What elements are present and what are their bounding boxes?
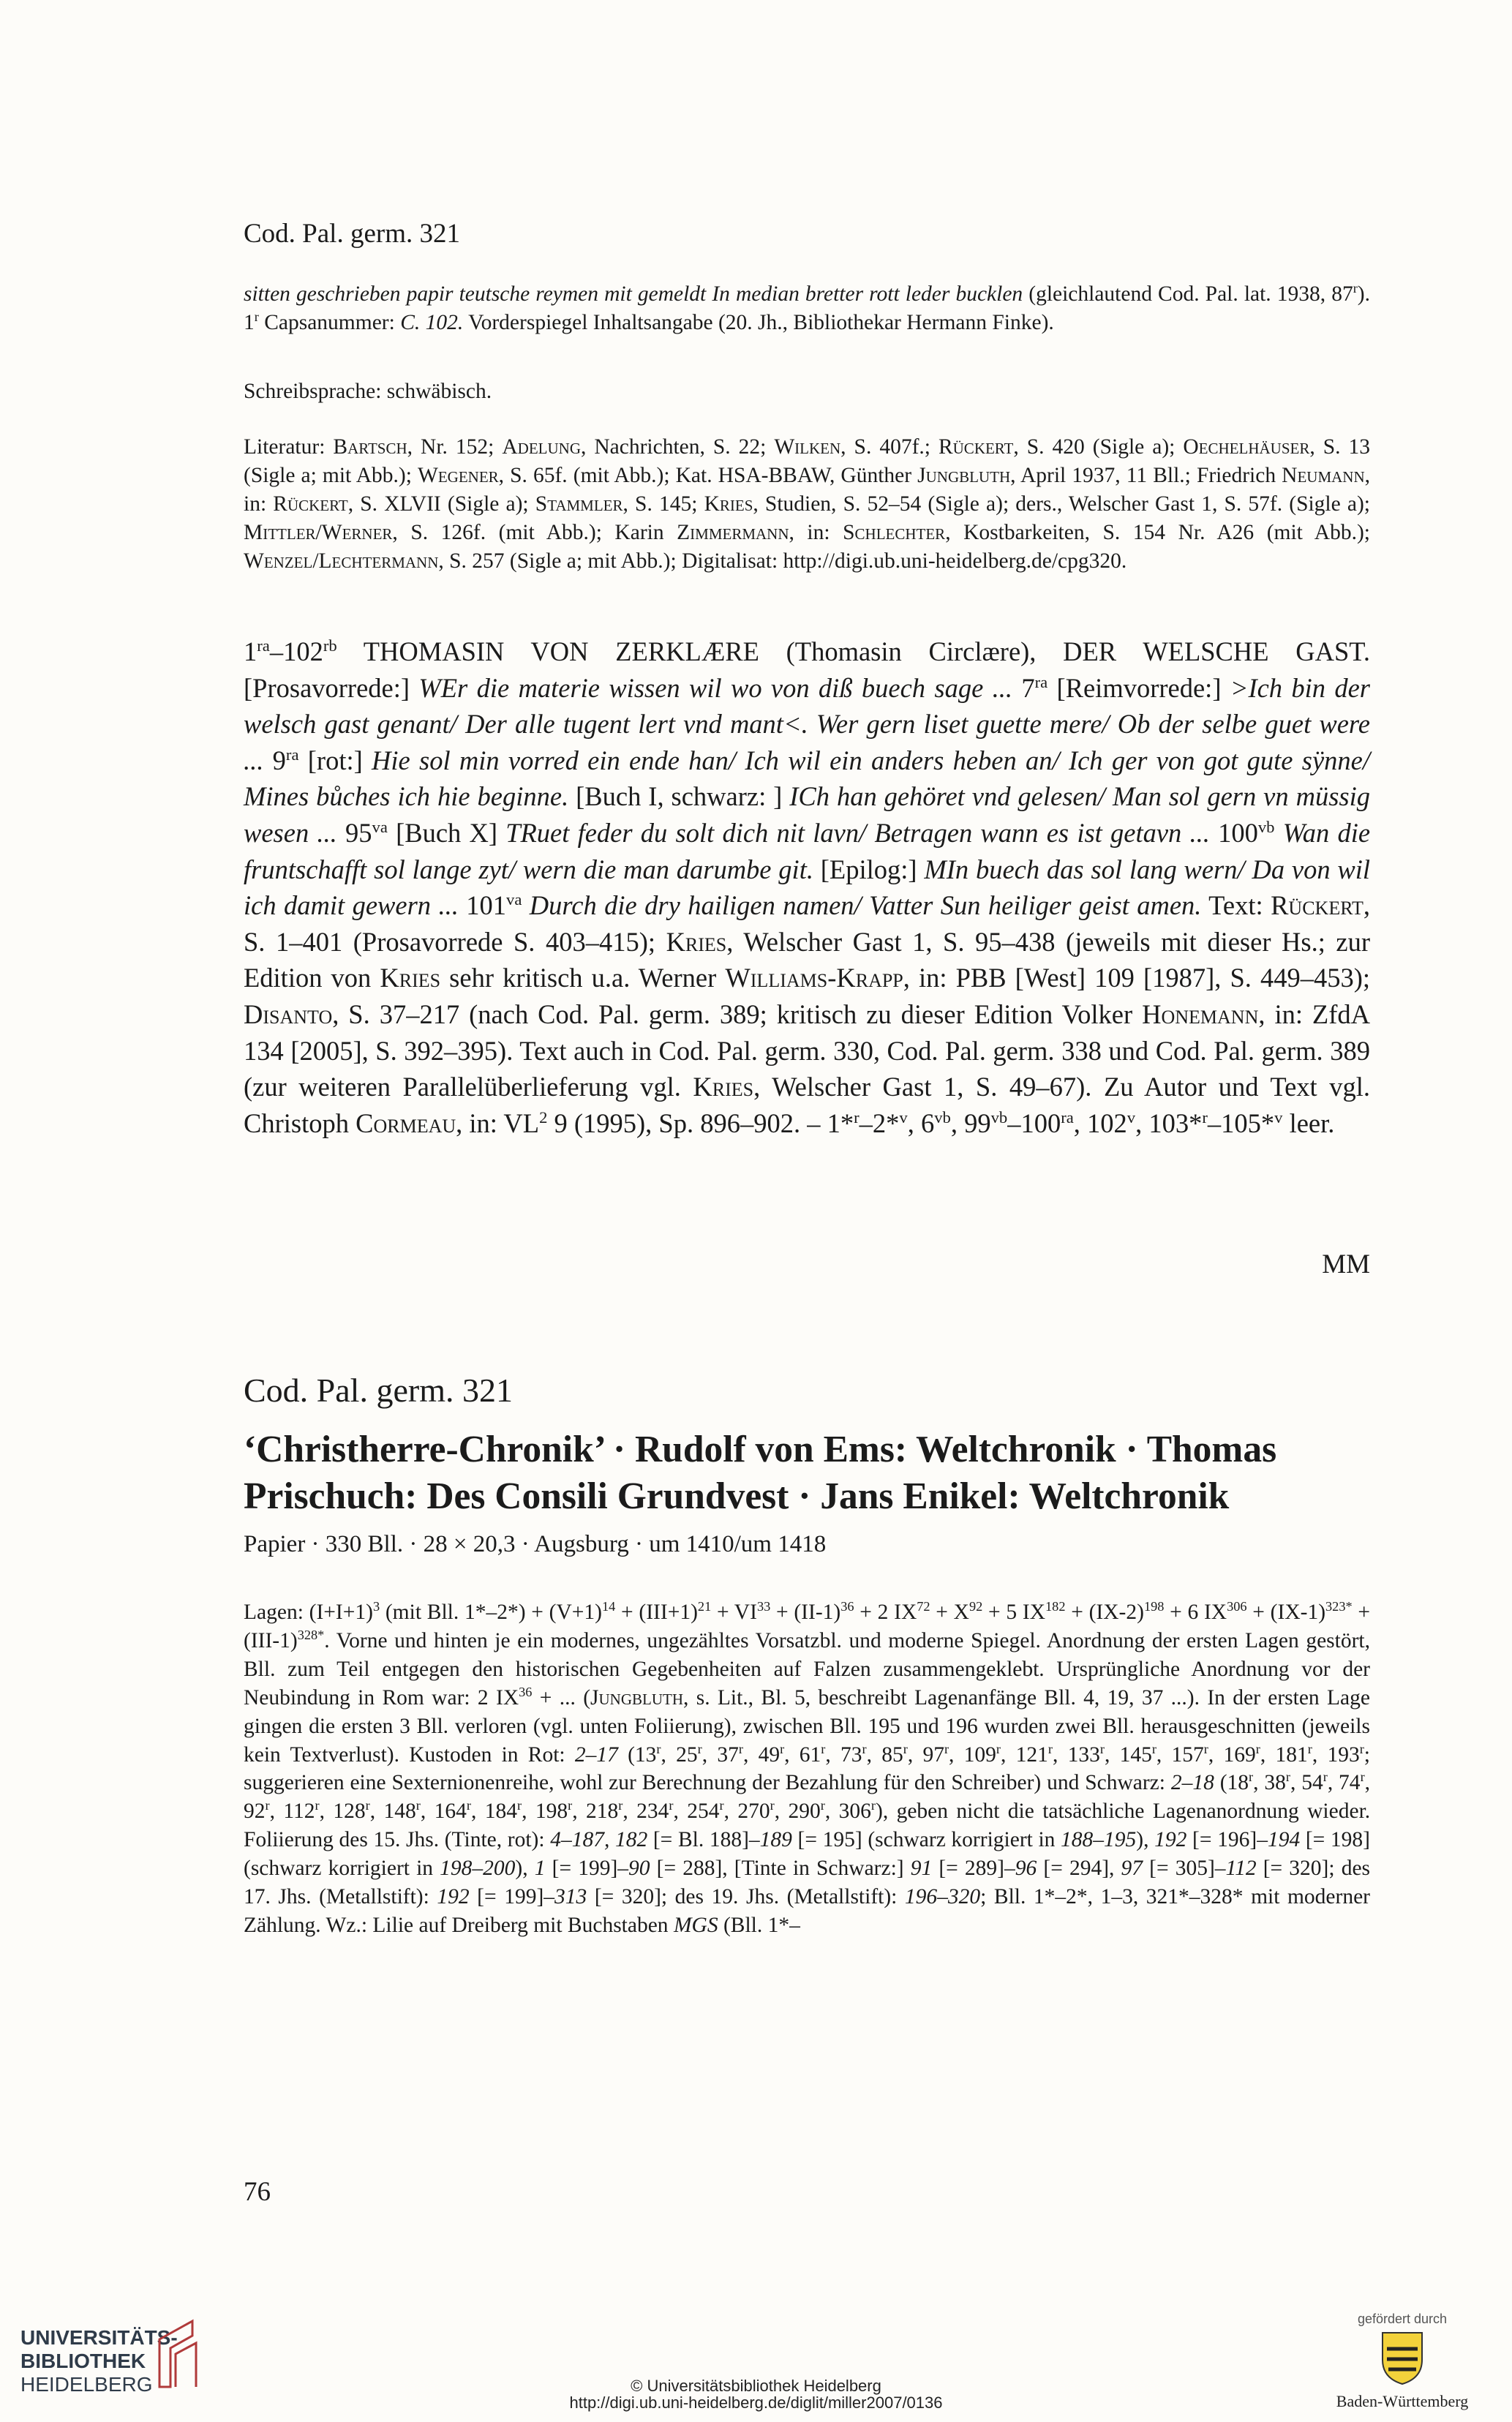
description-paragraph: sitten geschrieben papir teutsche reymen mit gemeldt In median bretter rott leder bucklen (gleichlautend Cod. Pal. lat. 1938, 87$^r$). 1$^r$ Capsanummer: C. 102. Vorderspiegel Inhaltsangabe (20. Jh., Bibliothekar Hermann Finke). [244, 281, 1370, 334]
page-number: 76 [244, 2177, 271, 2207]
section-title: Cod. Pal. germ. 321 [244, 1372, 513, 1409]
library-name: UNIVERSITÄTS- BIBLIOTHEK HEIDELBERG [20, 2326, 178, 2396]
running-header: Cod. Pal. germ. 321 [244, 219, 460, 249]
collation-paragraph: Lagen: $(I+I+1)^3$ (mit Bll. $1*-2*) + (V+1)^{14} + (III+1)^{21} + VI^{33} + (II-1)^{36} + 2$ $IX^{72} + X^{92} + 5$ $IX^{182} + (IX-2)^{198} + 6$ $IX^{306} + (IX-1)^{323*} + (III-1)^{328*}$. Vorne und hinten je ein modernes, ungezähltes Vorsatzbl. und moderne Spiegel. Anordnung der ersten Lagen gestört, Bll. zum Teil entgegen den historischen Gegebenheiten auf Falzen zusammengeklebt. Ursprüngliche Anordnung vor der Neubindung in Rom war: 2 $IX^{36}$ + ... (Jungbluth, s. Lit., Bl. 5, beschreibt Lagenanfänge Bll. 4, 19, 37 ...). In der ersten Lage gingen die ersten 3 Bll. verloren (vgl. unten Foliierung), zwischen Bll. 195 und 196 wurden zwei Bll. herausgeschnitten (jeweils kein Textverlust). Kustoden in Rot: 2–17 (13$^r$, 25$^r$, 37$^r$, 49$^r$, 61$^r$, 73$^r$, 85$^r$, 97$^r$, 109$^r$, 121$^r$, 133$^r$, 145$^r$, 157$^r$, 169$^r$, 181$^r$, 193$^r$; suggerieren eine Sexternionenreihe, wohl zur Berechnung der Bezahlung für den Schreiber) und Schwarz: 2–18 (18$^r$, 38$^r$, 54$^r$, 74$^r$, 92$^r$, 112$^r$, 128$^r$, 148$^r$, 164$^r$, 184$^r$, 198$^r$, 218$^r$, 234$^r$, 254$^r$, 270$^r$, 290$^r$, 306$^r$), geben nicht die tatsächliche Lagenanordnung wieder. Foliierung des 15. Jhs. (Tinte, rot): 4–187, 182 [= Bl. 188]–189 [= 195] (schwarz korrigiert in 188–195), 192 [= 196]–194 [= 198] (schwarz korrigiert in 198–200), 1 [= 199]–90 [= 288], [Tinte in Schwarz:] 91 [= 289]–96 [= 294], 97 [= 305]–112 [= 320]; des 17. Jhs. (Metallstift): 192 [= 199]–313 [= 320]; des 19. Jhs. (Metallstift): 196–320; Bll. 1*–2*, 1–3, 321*–328* mit moderner Zählung. Wz.: Lilie auf Dreiberg mit Buchstaben MGS (Bll. 1*– [244, 1599, 1371, 1937]
library-footer [0, 2304, 1512, 2422]
copyright-notice: © Universitätsbibliothek Heidelberg http://digi.ub.uni-heidelberg.de/diglit/miller2007/0136 [0, 2377, 1512, 2411]
content-paragraph: $1^{ra}-102^{rb}$ THOMASIN VON ZERKLÆRE (Thomasin Circlære), DER WELSCHE GAST. [Prosavorrede:] WEr die materie wissen wil wo von diß buech sage ... $7^{ra}$ [Reimvorrede:] >Ich bin der welsch gast genant/ Der alle tugent lert vnd mant<. Wer gern liset guette mere/ Ob der selbe guet were ... $9^{ra}$ [rot:] Hie sol min vorred ein ende han/ Ich wil ein anders heben an/ Ich ger von got gute sÿnne/ Mines bůches ich hie beginne. [Buch I, schwarz: ] ICh han gehöret vnd gelesen/ Man sol gern vn müssig wesen ... $95^{va}$ [Buch X] TRuet feder du solt dich nit lavn/ Betragen wann es ist getavn ... $100^{vb}$ Wan die fruntschafft sol lange zyt/ wern die man darumbe git. [Epilog:] MIn buech das sol lang wern/ Da von wil ich damit gewern ... $101^{va}$ Durch die dry hailigen namen/ Vatter Sun heiliger geist amen. Text: Rückert, S. 1–401 (Prosavorrede S. 403–415); Kries, Welscher Gast 1, S. 95–438 (jeweils mit dieser Hs.; zur Edition von Kries sehr kritisch u.a. Werner Williams-Krapp, in: PBB [West] 109 [1987], S. 449–453); Disanto, S. 37–217 (nach Cod. Pal. germ. 389; kritisch zu dieser Edition Volker Honemann, in: ZfdA 134 [2005], S. 392–395). Text auch in Cod. Pal. germ. 330, Cod. Pal. germ. 338 und Cod. Pal. germ. 389 (zur weiteren Parallelüberlieferung vgl. Kries, Welscher Gast 1, S. 49–67). Zu Autor und Text vgl. Christoph Cormeau, in: $VL^2$ 9 (1995), Sp. 896–902. – 1*$^r$–2*$^v$, $6^{vb}$, $99^{vb}-100^{ra}$, 102$^v$, 103*$^r$–105*$^v$ leer. [244, 636, 1371, 1138]
section-heading: ‘Christherre-Chronik’ · Rudolf von Ems: Weltchronik · Thomas Prischuch: Des Consili Grundvest · Jans Enikel: Weltchronik [244, 1429, 1277, 1517]
script-language: Schreibsprache: schwäbisch. [244, 380, 492, 403]
literature-paragraph: Literatur: Bartsch, Nr. 152; Adelung, Nachrichten, S. 22; Wilken, S. 407f.; Rückert, S. 420 (Sigle a); Oechelhäuser, S. 13 (Sigle a; mit Abb.); Wegener, S. 65f. (mit Abb.); Kat. HSA-BBAW, Günther Jungbluth, April 1937, 11 Bll.; Friedrich Neumann, in: Rückert, S. XLVII (Sigle a); Stammler, S. 145; Kries, Studien, S. 52–54 (Sigle a); ders., Welscher Gast 1, S. 57f. (Sigle a); Mittler/Werner, S. 126f. (mit Abb.); Karin Zimmermann, in: Schlechter, Kostbarkeiten, S. 154 Nr. A26 (mit Abb.); Wenzel/Lechtermann, S. 257 (Sigle a; mit Abb.); Digitalisat: http://digi.ub.uni-heidelberg.de/cpg320. [244, 435, 1370, 573]
sponsor-block: gefördert durch Baden-Württemberg [1336, 2312, 1469, 2410]
coat-of-arms-icon [1377, 2327, 1428, 2385]
manuscript-metadata: Papier · 330 Bll. · 28 × 20,3 · Augsburg · um 1410/um 1418 [244, 1531, 827, 1557]
inscription-quote: sitten geschrieben papir teutsche reymen mit gemeldt In median bretter rott leder bucklen [244, 282, 1023, 306]
author-initials: MM [1322, 1249, 1370, 1279]
permalink-url[interactable]: http://digi.ub.uni-heidelberg.de/diglit/miller2007/0136 [569, 2393, 943, 2412]
